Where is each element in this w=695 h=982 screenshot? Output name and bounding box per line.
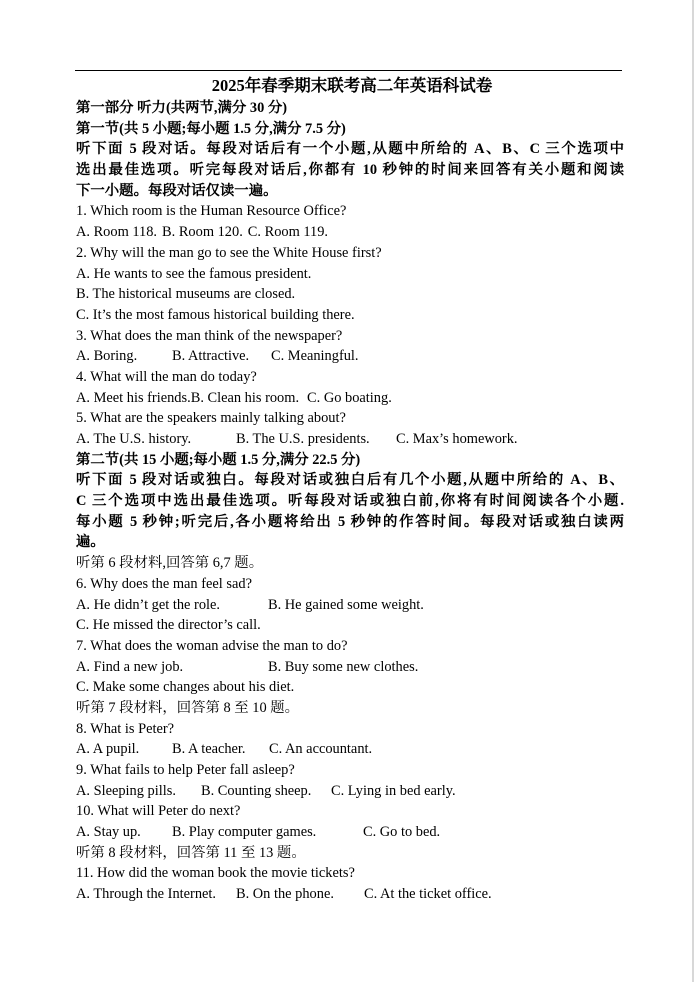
section2-instruction-3: 每小题 5 秒钟;听完后,各小题将给出 5 秒钟的作答时间。每段对话或独白读两 bbox=[76, 513, 624, 530]
option-b: B. Counting sheep. bbox=[201, 782, 312, 799]
section2-instruction-4: 遍。 bbox=[76, 534, 105, 551]
material-8-note: 听第 8 段材料，回答第 11 至 13 题。 bbox=[76, 844, 306, 861]
question-2-option-c: C. It’s the most famous historical building there. bbox=[76, 306, 355, 323]
option-b: B. On the phone. bbox=[236, 886, 334, 903]
option-c: C. Go to bed. bbox=[363, 824, 441, 841]
question-1: 1. Which room is the Human Resource Office? bbox=[76, 203, 347, 220]
section1-heading: 第一节(共 5 小题;每小题 1.5 分,满分 7.5 分) bbox=[76, 120, 346, 137]
part1-heading: 第一部分 听力(共两节,满分 30 分) bbox=[76, 100, 288, 116]
option-c: C. Room 119. bbox=[247, 224, 329, 241]
option-a: A. Room 118. bbox=[76, 224, 158, 241]
option-b: B. He gained some weight. bbox=[268, 596, 424, 613]
option-c: C. Max’s homework. bbox=[396, 431, 518, 447]
question-4-options bbox=[76, 388, 624, 409]
question-3: 3. What does the man think of the newspaper? bbox=[76, 327, 343, 344]
question-7-options bbox=[76, 657, 624, 678]
option-c: C. At the ticket office. bbox=[364, 886, 492, 903]
question-5-options bbox=[76, 429, 624, 450]
question-7: 7. What does the woman advise the man to do? bbox=[76, 637, 348, 654]
option-a: A. Boring. bbox=[76, 348, 138, 365]
header-rule bbox=[75, 70, 622, 71]
question-6-option-c: C. He missed the director’s call. bbox=[76, 617, 261, 634]
question-6-options bbox=[76, 595, 624, 616]
section1-instruction-2: 选出最佳选项。听完每段对话后,你都有 10 秒钟的时间来回答有关小题和阅读 bbox=[76, 162, 624, 179]
question-7-option-c: C. Make some changes about his diet. bbox=[76, 679, 295, 696]
option-b: B. Buy some new clothes. bbox=[268, 658, 419, 675]
option-b: B. The U.S. presidents. bbox=[236, 431, 370, 447]
material-7-note: 听第 7 段材料，回答第 8 至 10 题。 bbox=[76, 699, 300, 716]
option-a: A. Through the Internet. bbox=[76, 886, 217, 903]
option-a: A. Meet his friends. bbox=[76, 389, 191, 406]
question-2-option-a: A. He wants to see the famous president. bbox=[76, 265, 312, 282]
exam-title: 2025年春季期末联考高二年英语科试卷 bbox=[211, 76, 493, 95]
option-c: C. Lying in bed early. bbox=[331, 782, 456, 799]
question-1-options bbox=[76, 222, 624, 243]
option-a: A. The U.S. history. bbox=[76, 431, 192, 447]
question-9-options bbox=[76, 781, 624, 802]
question-11: 11. How did the woman book the movie tickets? bbox=[76, 865, 355, 882]
question-3-options bbox=[76, 346, 624, 367]
question-4: 4. What will the man do today? bbox=[76, 368, 257, 385]
question-2-option-b: B. The historical museums are closed. bbox=[76, 286, 296, 303]
page-edge bbox=[692, 0, 694, 982]
question-8-options bbox=[76, 739, 624, 760]
exam-page bbox=[76, 74, 624, 905]
material-6-note: 听第 6 段材料,回答第 6,7 题。 bbox=[76, 555, 264, 572]
option-c: C. Meaningful. bbox=[271, 348, 359, 365]
section1-instruction-3: 下一小题。每段对话仅读一遍。 bbox=[76, 182, 278, 199]
option-b: B. Room 120. bbox=[162, 224, 243, 241]
question-10-options bbox=[76, 822, 624, 843]
section2-instruction-1: 听下面 5 段对话或独白。每段对话或独白后有几个小题,从题中所给的 A、B、 bbox=[76, 472, 624, 489]
question-6: 6. Why does the man feel sad? bbox=[76, 575, 252, 592]
question-10: 10. What will Peter do next? bbox=[76, 803, 241, 820]
option-c: C. Go boating. bbox=[307, 389, 392, 406]
question-5: 5. What are the speakers mainly talking about? bbox=[76, 410, 346, 427]
option-c: C. An accountant. bbox=[269, 741, 373, 758]
question-2: 2. Why will the man go to see the White House first? bbox=[76, 244, 382, 261]
option-b: B. Attractive. bbox=[172, 348, 250, 365]
section2-heading: 第二节(共 15 小题;每小题 1.5 分,满分 22.5 分) bbox=[76, 451, 361, 468]
option-a: A. Sleeping pills. bbox=[76, 782, 176, 799]
option-a: A. He didn’t get the role. bbox=[76, 596, 221, 613]
option-a: A. Stay up. bbox=[76, 824, 141, 841]
option-a: A. Find a new job. bbox=[76, 658, 184, 675]
option-a: A. A pupil. bbox=[76, 741, 140, 758]
question-11-options bbox=[76, 884, 624, 905]
option-b: B. Play computer games. bbox=[172, 824, 317, 841]
question-9: 9. What fails to help Peter fall asleep? bbox=[76, 762, 295, 778]
section1-instruction-1: 听下面 5 段对话。每段对话后有一个小题,从题中所给的 A、B、C 三个选项中 bbox=[76, 141, 624, 158]
option-b: B. Clean his room. bbox=[190, 389, 300, 406]
option-b: B. A teacher. bbox=[172, 741, 246, 758]
section2-instruction-2: C 三个选项中选出最佳选项。听每段对话或独白前,你将有时间阅读各个小题. bbox=[76, 493, 624, 510]
question-8: 8. What is Peter? bbox=[76, 720, 175, 737]
